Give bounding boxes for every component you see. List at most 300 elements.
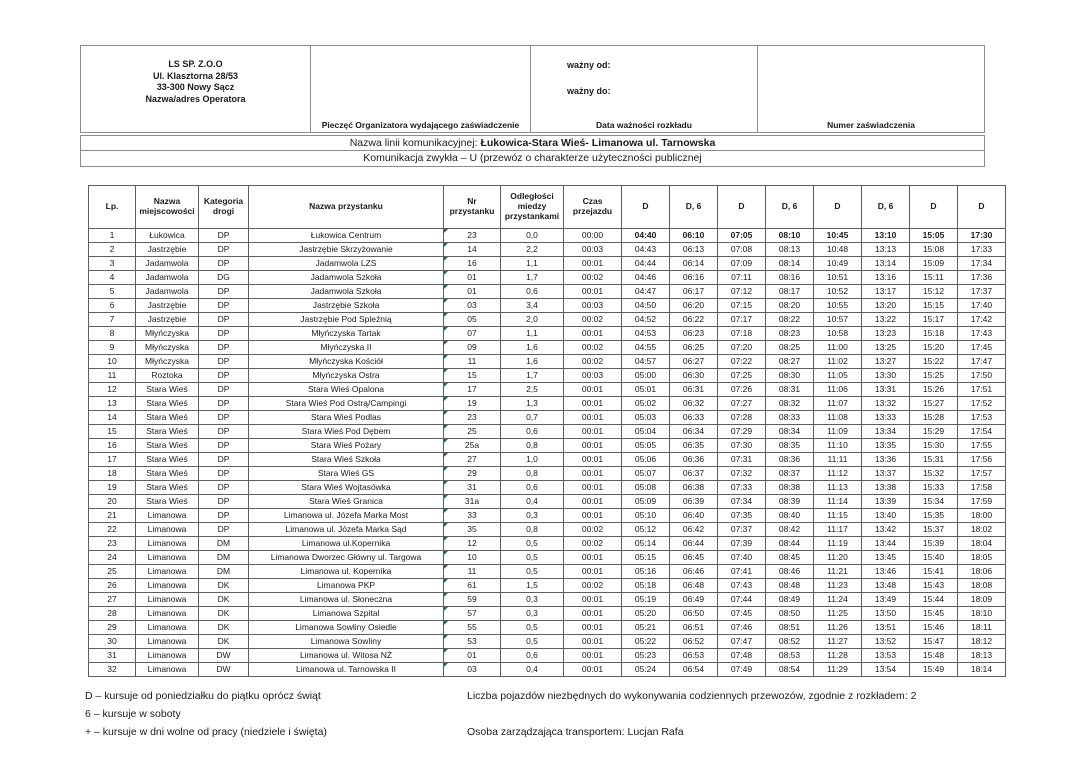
cell: Jastrzębie [136, 313, 199, 327]
cell: 11:02 [814, 355, 862, 369]
cell: 06:22 [670, 313, 718, 327]
cell: 17:40 [958, 299, 1006, 313]
cell: Stara Wieś Pod Ostrą/Campingi [249, 397, 444, 411]
cell: 06:52 [670, 635, 718, 649]
service-type-text: Komunikacja zwykła – U (przewóz o charakterze użyteczności publicznej [363, 152, 702, 164]
cell: 06:34 [670, 425, 718, 439]
cell: 08:39 [766, 495, 814, 509]
cell: 15:40 [910, 551, 958, 565]
green-corner-triangle-icon [444, 481, 448, 485]
cell: 1,1 [501, 257, 564, 271]
cell: 0,8 [501, 467, 564, 481]
cell: 06:23 [670, 327, 718, 341]
cell: 23 [444, 411, 501, 425]
table-row [89, 271, 1006, 285]
column-header: Kategoria drogi [199, 186, 249, 229]
green-corner-triangle-icon [444, 467, 448, 471]
cell: 15:34 [910, 495, 958, 509]
cell: Limanowa Sowliny Osiedle [249, 621, 444, 635]
cell: 00:01 [564, 495, 622, 509]
cell: 17:51 [958, 383, 1006, 397]
cell: 07:48 [718, 649, 766, 663]
green-corner-triangle-icon [444, 397, 448, 401]
cell: Limanowa ul. Słoneczna [249, 593, 444, 607]
column-header: Czas przejazdu [564, 186, 622, 229]
cell: 07:27 [718, 397, 766, 411]
cell: Jadamwola LZS [249, 257, 444, 271]
cell: 15:30 [910, 439, 958, 453]
cell: 08:33 [766, 411, 814, 425]
table-row [89, 537, 1006, 551]
cell: 01 [444, 271, 501, 285]
cell: 07:37 [718, 523, 766, 537]
green-corner-triangle-icon [444, 355, 448, 359]
cell: 0,4 [501, 663, 564, 677]
right-notes [467, 687, 916, 741]
cell: DP [199, 495, 249, 509]
cell: Stara Wieś Granica [249, 495, 444, 509]
cell: 05:15 [622, 551, 670, 565]
cell: 11:09 [814, 425, 862, 439]
column-header: D [958, 186, 1006, 229]
green-corner-triangle-icon [444, 425, 448, 429]
cell: 0,3 [501, 509, 564, 523]
cell: 10:58 [814, 327, 862, 341]
column-header: Nazwa miejscowości [136, 186, 199, 229]
cell: 15 [89, 425, 136, 439]
cell: 05:02 [622, 397, 670, 411]
cell: DP [199, 369, 249, 383]
cell: 13:35 [862, 439, 910, 453]
cell: 17:43 [958, 327, 1006, 341]
cell: 00:02 [564, 271, 622, 285]
table-row [89, 299, 1006, 313]
cell: 17:52 [958, 397, 1006, 411]
cell: 35 [444, 523, 501, 537]
cell: 13:13 [862, 243, 910, 257]
cell: 10 [89, 355, 136, 369]
line-name-banner [80, 135, 985, 151]
cell: 06:31 [670, 383, 718, 397]
cell: 06:20 [670, 299, 718, 313]
cell: 00:01 [564, 481, 622, 495]
cell: 15:44 [910, 593, 958, 607]
cell: 23 [89, 537, 136, 551]
cell: 08:22 [766, 313, 814, 327]
cell: 06:36 [670, 453, 718, 467]
cell: 11:10 [814, 439, 862, 453]
certificate-header-table [80, 45, 985, 133]
cell: 00:01 [564, 663, 622, 677]
cell: 5 [89, 285, 136, 299]
table-row [89, 579, 1006, 593]
cell: 7 [89, 313, 136, 327]
cell: 11:12 [814, 467, 862, 481]
cell: 08:46 [766, 565, 814, 579]
cell: 00:03 [564, 243, 622, 257]
cell: Stara Wieś [136, 383, 199, 397]
cell: Limanowa [136, 565, 199, 579]
cell: Młyńczyska [136, 341, 199, 355]
cell: Jadamwola Szkoła [249, 285, 444, 299]
cell: 13:31 [862, 383, 910, 397]
cell: DP [199, 327, 249, 341]
cell: 07:47 [718, 635, 766, 649]
operator-info [145, 59, 245, 105]
cell: 27 [444, 453, 501, 467]
cell: 04:57 [622, 355, 670, 369]
valid-to-label: ważny do: [567, 86, 611, 96]
cell: 12 [444, 537, 501, 551]
cell: 1,7 [501, 271, 564, 285]
cell: 18:13 [958, 649, 1006, 663]
cell: 07 [444, 327, 501, 341]
cell: Jadamwola [136, 271, 199, 285]
green-corner-triangle-icon [444, 313, 448, 317]
cell: Jastrzębie Pod Spleźnią [249, 313, 444, 327]
cell: 1,6 [501, 341, 564, 355]
cell: 11 [444, 355, 501, 369]
cell: 05:24 [622, 663, 670, 677]
cell: 07:08 [718, 243, 766, 257]
cell: 11:06 [814, 383, 862, 397]
cell: 13:25 [862, 341, 910, 355]
cell: 15:31 [910, 453, 958, 467]
green-corner-triangle-icon [444, 439, 448, 443]
cell: 15:29 [910, 425, 958, 439]
cell: DP [199, 439, 249, 453]
cell: DP [199, 257, 249, 271]
cell: 28 [89, 607, 136, 621]
cell: DW [199, 663, 249, 677]
cell: 08:37 [766, 467, 814, 481]
cell: 15:25 [910, 369, 958, 383]
cell: 01 [444, 285, 501, 299]
cell: 00:02 [564, 537, 622, 551]
operator-street: Ul. Klasztorna 28/53 [152, 70, 239, 81]
column-header: Lp. [89, 186, 136, 229]
cell: 15:09 [910, 257, 958, 271]
cell: 11:29 [814, 663, 862, 677]
cell: 31 [89, 649, 136, 663]
cell: Limanowa [136, 607, 199, 621]
legend-item: D – kursuje od poniedziałku do piątku oprócz świąt [85, 690, 321, 702]
cell: 07:28 [718, 411, 766, 425]
cell: 13:44 [862, 537, 910, 551]
cell: 1,1 [501, 327, 564, 341]
cell: 17:56 [958, 453, 1006, 467]
cell: 15:47 [910, 635, 958, 649]
table-row [89, 467, 1006, 481]
cell: 06:49 [670, 593, 718, 607]
cell: 17:58 [958, 481, 1006, 495]
cell: 07:11 [718, 271, 766, 285]
cell: 26 [89, 579, 136, 593]
cell: 03 [444, 299, 501, 313]
cell: DP [199, 509, 249, 523]
cell: 04:55 [622, 341, 670, 355]
cell: DK [199, 621, 249, 635]
cell: 13:10 [862, 229, 910, 243]
table-row [89, 649, 1006, 663]
table-row [89, 411, 1006, 425]
cell: 0,6 [501, 425, 564, 439]
cell: 0,5 [501, 537, 564, 551]
manager-note: Osoba zarządzająca transportem: Lucjan Rafa [467, 726, 684, 738]
cell: 27 [89, 593, 136, 607]
cell: 10:48 [814, 243, 862, 257]
cell: 18:05 [958, 551, 1006, 565]
cell: 25a [444, 439, 501, 453]
cell: 07:25 [718, 369, 766, 383]
cell: Limanowa ul. Witosa NŻ [249, 649, 444, 663]
cell: 03 [444, 663, 501, 677]
cell: Jastrzębie [136, 299, 199, 313]
cell: 08:32 [766, 397, 814, 411]
cell: 4 [89, 271, 136, 285]
cell: 15:39 [910, 537, 958, 551]
cell: 05:06 [622, 453, 670, 467]
cell: 01 [444, 649, 501, 663]
cell: 04:43 [622, 243, 670, 257]
cell: 17:42 [958, 313, 1006, 327]
cell: 25 [444, 425, 501, 439]
cell: Młyńczyska [136, 327, 199, 341]
table-row [89, 621, 1006, 635]
cell: 06:32 [670, 397, 718, 411]
cell: 07:12 [718, 285, 766, 299]
cell: 07:09 [718, 257, 766, 271]
legend [85, 687, 327, 741]
cell: 08:13 [766, 243, 814, 257]
table-row [89, 327, 1006, 341]
cell: Stara Wieś Wojtasówka [249, 481, 444, 495]
cell: 23 [444, 229, 501, 243]
cell: 17:34 [958, 257, 1006, 271]
cell: 11:20 [814, 551, 862, 565]
cell: 07:39 [718, 537, 766, 551]
cell: 06:14 [670, 257, 718, 271]
cell: 13:22 [862, 313, 910, 327]
cell: Limanowa [136, 537, 199, 551]
green-corner-triangle-icon [444, 649, 448, 653]
cell: DP [199, 341, 249, 355]
cell: 11 [444, 565, 501, 579]
cell: 07:49 [718, 663, 766, 677]
cell: 08:36 [766, 453, 814, 467]
cell: DM [199, 537, 249, 551]
cell: 14 [444, 243, 501, 257]
table-row [89, 243, 1006, 257]
cell: 15:18 [910, 327, 958, 341]
cell: Łukowica [136, 229, 199, 243]
cell: 11:08 [814, 411, 862, 425]
cell: 0,5 [501, 565, 564, 579]
table-row [89, 439, 1006, 453]
cell: 08:16 [766, 271, 814, 285]
cell: 2 [89, 243, 136, 257]
cell: 08:45 [766, 551, 814, 565]
cell: 22 [89, 523, 136, 537]
cell: 15 [444, 369, 501, 383]
stamp-cell [311, 46, 531, 132]
cell: 08:34 [766, 425, 814, 439]
stamp-caption: Pieczęć Organizatora wydającego zaświadczenie [321, 120, 520, 130]
cell: 04:52 [622, 313, 670, 327]
cell: 07:18 [718, 327, 766, 341]
cell: 0,5 [501, 621, 564, 635]
cell: 15:33 [910, 481, 958, 495]
cell: DG [199, 271, 249, 285]
cell: 07:44 [718, 593, 766, 607]
cell: 18:06 [958, 565, 1006, 579]
cell: Jastrzębie Szkoła [249, 299, 444, 313]
legend-item: 6 – kursuje w soboty [85, 708, 181, 720]
table-row [89, 551, 1006, 565]
green-corner-triangle-icon [444, 271, 448, 275]
cell: 18 [89, 467, 136, 481]
cell: 06:16 [670, 271, 718, 285]
cell: 08:54 [766, 663, 814, 677]
column-header: Odległości miedzy przystankami [501, 186, 564, 229]
cell: Limanowa [136, 509, 199, 523]
cell: 10:57 [814, 313, 862, 327]
cell: 32 [89, 663, 136, 677]
cell: 06:30 [670, 369, 718, 383]
column-header: D, 6 [766, 186, 814, 229]
cell: 00:01 [564, 509, 622, 523]
line-name-label: Nazwa linii komunikacyjnej: [349, 137, 478, 149]
cell: 15:27 [910, 397, 958, 411]
cell: 16 [444, 257, 501, 271]
cell: 25 [89, 565, 136, 579]
cell: DP [199, 425, 249, 439]
cell: 00:03 [564, 299, 622, 313]
cell: 00:03 [564, 369, 622, 383]
cell: 10:51 [814, 271, 862, 285]
table-row [89, 607, 1006, 621]
cell: 06:51 [670, 621, 718, 635]
cell: 31a [444, 495, 501, 509]
cell: 16 [89, 439, 136, 453]
cell: 10 [444, 551, 501, 565]
operator-name: LS SP. Z.O.O [168, 59, 223, 69]
column-header: Nazwa przystanku [249, 186, 444, 229]
cell: 08:20 [766, 299, 814, 313]
cell: Jadamwola [136, 257, 199, 271]
cell: 14 [89, 411, 136, 425]
table-row [89, 523, 1006, 537]
cell: 08:35 [766, 439, 814, 453]
cell: 18:14 [958, 663, 1006, 677]
table-row [89, 509, 1006, 523]
cell: 05:07 [622, 467, 670, 481]
cell: DP [199, 411, 249, 425]
cell: 18:02 [958, 523, 1006, 537]
cell: 00:02 [564, 523, 622, 537]
cell: Limanowa [136, 593, 199, 607]
green-corner-triangle-icon [444, 229, 448, 233]
cell: 0,5 [501, 551, 564, 565]
cell: 07:43 [718, 579, 766, 593]
cell: Stara Wieś Podlas [249, 411, 444, 425]
cell: 1,7 [501, 369, 564, 383]
cell: 07:33 [718, 481, 766, 495]
table-row [89, 397, 1006, 411]
green-corner-triangle-icon [444, 327, 448, 331]
cell: 05:10 [622, 509, 670, 523]
cell: DP [199, 355, 249, 369]
cell: 05:05 [622, 439, 670, 453]
cell: 04:40 [622, 229, 670, 243]
cell: 00:02 [564, 355, 622, 369]
table-row [89, 593, 1006, 607]
cell: 0,6 [501, 649, 564, 663]
cell: 53 [444, 635, 501, 649]
cell: 13:51 [862, 621, 910, 635]
cell: 00:02 [564, 341, 622, 355]
cell: 1,5 [501, 579, 564, 593]
cell: 00:01 [564, 411, 622, 425]
cell: 06:50 [670, 607, 718, 621]
green-corner-triangle-icon [444, 579, 448, 583]
cell: 18:04 [958, 537, 1006, 551]
cell: 05:09 [622, 495, 670, 509]
cell: 19 [444, 397, 501, 411]
cell: 06:37 [670, 467, 718, 481]
cell: DP [199, 285, 249, 299]
cell: 19 [89, 481, 136, 495]
green-corner-triangle-icon [444, 411, 448, 415]
cell: 18:09 [958, 593, 1006, 607]
cell: 33 [444, 509, 501, 523]
table-row [89, 481, 1006, 495]
cell: 11:23 [814, 579, 862, 593]
cell: 05:08 [622, 481, 670, 495]
fleet-note: Liczba pojazdów niezbędnych do wykonywania codziennych przewozów, zgodnie z rozkładem: 2 [467, 690, 917, 702]
cell: 11:07 [814, 397, 862, 411]
table-row [89, 635, 1006, 649]
cell: 17:53 [958, 411, 1006, 425]
table-row [89, 369, 1006, 383]
column-header: D [910, 186, 958, 229]
cell: 18:10 [958, 607, 1006, 621]
column-header: D [718, 186, 766, 229]
cell: 05:12 [622, 523, 670, 537]
green-corner-triangle-icon [444, 607, 448, 611]
cell: 10:55 [814, 299, 862, 313]
cell: 05:16 [622, 565, 670, 579]
cell: 15:11 [910, 271, 958, 285]
cell: 13:40 [862, 509, 910, 523]
cell: Limanowa [136, 551, 199, 565]
cell: 15:35 [910, 509, 958, 523]
cell: 08:50 [766, 607, 814, 621]
green-corner-triangle-icon [444, 621, 448, 625]
cell: 17:59 [958, 495, 1006, 509]
cell: DK [199, 607, 249, 621]
cell: 13:14 [862, 257, 910, 271]
cell: Limanowa [136, 635, 199, 649]
cell: 07:22 [718, 355, 766, 369]
cell: Limanowa ul. Tarnowska II [249, 663, 444, 677]
cell: 07:26 [718, 383, 766, 397]
cell: 18:11 [958, 621, 1006, 635]
cell: 17 [444, 383, 501, 397]
cell: 00:01 [564, 607, 622, 621]
green-corner-triangle-icon [444, 523, 448, 527]
cell: 6 [89, 299, 136, 313]
